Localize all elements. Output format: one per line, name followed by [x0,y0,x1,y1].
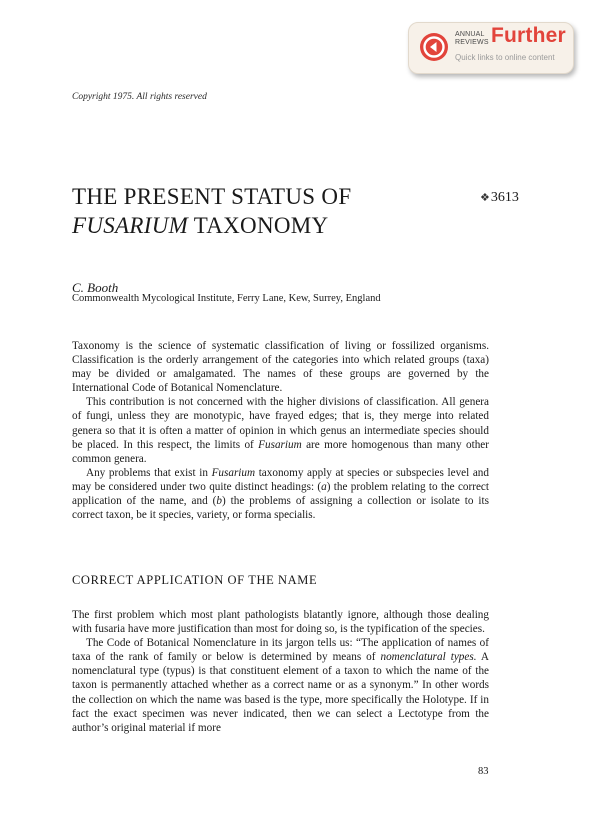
section-heading: CORRECT APPLICATION OF THE NAME [72,573,318,587]
diamond-marker-icon: ❖ [480,192,490,204]
reviews-label: REVIEWS [455,39,489,46]
section-paragraph-2: The Code of Botanical Nomenclature in its jargon tells us: “The application of names of taxa of the rank of family or below is determined by means of nomenclatural types. A nomenclatural type (typus) is that constituent element of a taxon to which the name of the taxon is permanently attached whether as a correct name or as a synonym.” In other words the collection on which the name was based is the type, more specifically the Holotype. If in fact the exact specimen was never indicated, then we can select a Lectotype from the author’s original material if more [72,637,489,734]
paper-number: 3613 [490,190,519,205]
title-line-2 [72,211,351,240]
title-line-1: THE PRESENT STATUS OF [72,184,352,209]
title-line-2-rest: TAXONOMY [188,213,329,238]
title-genus: FUSARIUM [72,213,189,238]
nomenclatural-types-term: nomenclatural types. [380,651,477,664]
page-number: 83 [478,766,489,777]
quick-links-label: Quick links to online content [455,53,555,62]
section-text [72,608,489,735]
further-banner[interactable] [408,22,574,74]
author-name: C. Booth [72,280,119,295]
paper-id [480,190,519,206]
author-affiliation: Commonwealth Mycological Institute, Ferry Lane, Kew, Surrey, England [72,293,381,304]
section-paragraph-1: The first problem which most plant pathologists blatantly ignore, although those dealing with fusaria have more justification than most for doing so, is the typification of the species. [72,609,489,636]
genus-name: Fusarium [211,466,256,479]
genus-name: Fusarium [258,438,302,451]
copyright-notice: Copyright 1975. All rights reserved [72,92,207,102]
play-circle-icon [419,32,449,62]
paragraph-2: This contribution is not concerned with the higher divisions of classification. All genera of fungi, unless they are monotypic, have frayed edges; that is, they merge into related genera so that it is often a matter of opinion in which genus an intermediate species should be placed. In this respect, the limits of Fusarium are more homogenous than many other common genera. [72,396,489,465]
paragraph-3: Any problems that exist in Fusarium taxonomy apply at species or subspecies level and may be considered under two quite distinct headings: (a) the problem relating to the correct application of the name, and (b) the problems of assigning a collection or isolate to its correct taxon, be it species, variety, or forma specialis. [72,466,490,522]
further-label: Further [491,24,566,47]
intro-text [72,339,489,522]
paragraph-1: Taxonomy is the science of systematic classification of living or fossilized organisms. Classification is the orderly arrangement of the categories into which related groups (taxa) may be divided or amalgamated. The names of these groups are governed by the International Code of Botanical Nomenclature. [72,340,489,395]
annual-label: ANNUAL [455,31,485,38]
article-title [72,182,351,240]
annual-reviews-logo-text [455,31,489,47]
